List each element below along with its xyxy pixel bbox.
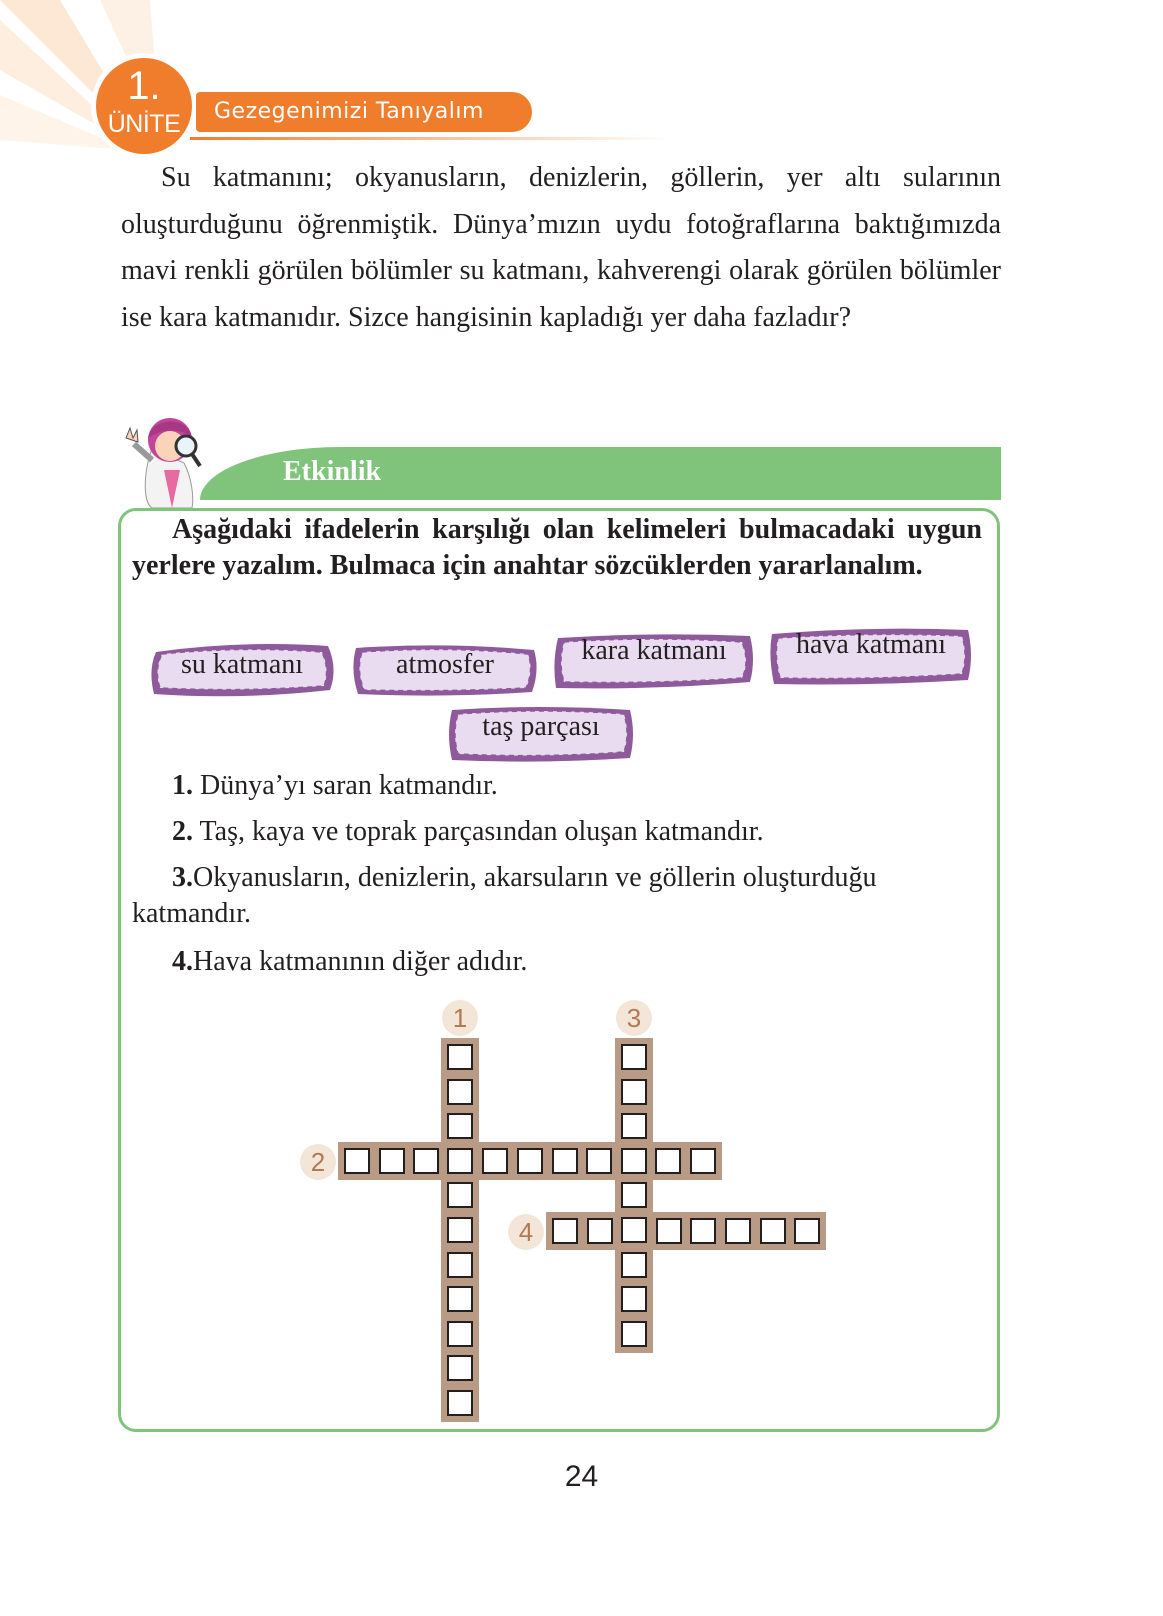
clue-number-2: 2: [300, 1144, 336, 1180]
question-1: [172, 768, 498, 804]
clue-number-1: 1: [442, 1000, 478, 1036]
question-number: 2.: [172, 816, 193, 847]
detective-girl-icon: [112, 408, 232, 508]
crossword-cell[interactable]: [447, 1321, 473, 1347]
crossword-cell[interactable]: [447, 1286, 473, 1312]
crossword-cell[interactable]: [447, 1079, 473, 1105]
question-text: Dünya’yı saran katmandır.: [200, 770, 498, 801]
crossword-cell[interactable]: [379, 1148, 405, 1174]
question-number: 3.: [172, 862, 193, 893]
crossword-cell[interactable]: [447, 1182, 473, 1208]
crossword-cell[interactable]: [621, 1079, 647, 1105]
crossword-cell[interactable]: [690, 1148, 716, 1174]
crossword-cell[interactable]: [447, 1044, 473, 1070]
keyword-chip-label: kara katmanı: [581, 635, 727, 666]
crossword-cell[interactable]: [447, 1148, 473, 1174]
crossword-cell[interactable]: [447, 1113, 473, 1139]
crossword-cell[interactable]: [517, 1148, 543, 1174]
crossword-cell[interactable]: [447, 1390, 473, 1416]
clue-number-3: 3: [616, 1000, 652, 1036]
page-number: 24: [564, 1460, 599, 1493]
activity-instruction: Aşağıdaki ifadelerin karşılığı olan kelimeleri bulmacadaki uygun yerlere yazalım. Bulmaca için anahtar sözcüklerden yararlanalım.: [132, 514, 982, 581]
crossword-cell[interactable]: [344, 1148, 370, 1174]
crossword-cell[interactable]: [621, 1217, 647, 1243]
crossword-cell[interactable]: [725, 1218, 751, 1244]
crossword-cell[interactable]: [552, 1148, 578, 1174]
keyword-chip-label: taş parçası: [482, 711, 600, 742]
crossword-cell[interactable]: [447, 1355, 473, 1381]
clue-number-4: 4: [508, 1214, 544, 1250]
title-underline: [190, 137, 670, 140]
question-3: [132, 860, 982, 932]
keyword-chip-label: su katmanı: [180, 649, 304, 680]
question-text: Taş, kaya ve toprak parçasından oluşan katmandır.: [199, 816, 764, 847]
crossword-cell[interactable]: [413, 1148, 439, 1174]
crossword-cell[interactable]: [447, 1217, 473, 1243]
question-4: [172, 944, 527, 980]
keyword-chip: [768, 626, 974, 676]
intro-paragraph: Su katmanını; okyanusların, denizlerin, göllerin, yer altı sularının oluşturduğunu öğrenmiştik. Dünya’mızın uydu fotoğraflarına baktığımızda mavi renkli görülen bölümler su katmanı, kahverengi olarak görülen bölümler ise kara katmanıdır. Sizce hangisinin kapladığı yer daha fazladır?: [121, 162, 1001, 333]
question-text: Okyanusların, denizlerin, akarsuların ve göllerin oluşturduğu katmandır.: [132, 862, 877, 929]
activity-banner-label: Etkinlik: [283, 456, 382, 487]
crossword-cell[interactable]: [621, 1252, 647, 1278]
crossword-cell[interactable]: [621, 1113, 647, 1139]
question-number: 1.: [172, 770, 193, 801]
crossword-cell[interactable]: [447, 1252, 473, 1278]
crossword-cell[interactable]: [690, 1218, 716, 1244]
unit-badge: [96, 58, 192, 154]
crossword-cell[interactable]: [586, 1148, 612, 1174]
unit-number: 1.: [127, 64, 161, 108]
keyword-chip: [446, 704, 636, 754]
keyword-chip-label: hava katmanı: [795, 629, 947, 660]
keyword-chip: [148, 640, 336, 690]
crossword-cell[interactable]: [621, 1044, 647, 1070]
crossword-cell[interactable]: [621, 1148, 647, 1174]
crossword-cell[interactable]: [621, 1286, 647, 1312]
crossword-cell[interactable]: [794, 1218, 820, 1244]
unit-title: Gezegenimizi Tanıyalım: [196, 92, 532, 132]
crossword-cell[interactable]: [482, 1148, 508, 1174]
keyword-chip-label: atmosfer: [396, 649, 494, 680]
unit-label: ÜNİTE: [107, 110, 181, 138]
keyword-chip: [350, 640, 540, 690]
question-2: [172, 814, 764, 850]
crossword-cell[interactable]: [655, 1148, 681, 1174]
crossword-cell[interactable]: [587, 1218, 613, 1244]
question-number: 4.: [172, 946, 193, 977]
crossword-cell[interactable]: [621, 1182, 647, 1208]
crossword-cell[interactable]: [621, 1321, 647, 1347]
crossword-cell[interactable]: [656, 1218, 682, 1244]
question-text: Hava katmanının diğer adıdır.: [193, 946, 528, 977]
keyword-chip: [552, 632, 756, 682]
crossword-cell[interactable]: [760, 1218, 786, 1244]
crossword-cell[interactable]: [552, 1218, 578, 1244]
